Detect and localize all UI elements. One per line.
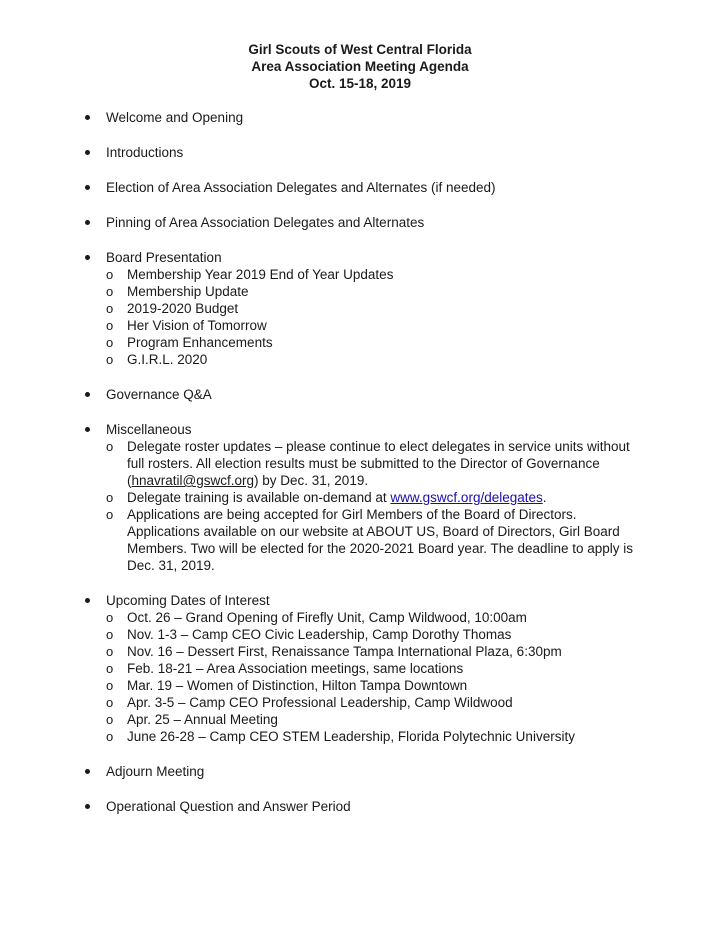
list-item: [106, 489, 637, 506]
circle-bullet-icon: o: [106, 661, 114, 676]
sub-item-label: Her Vision of Tomorrow: [127, 318, 267, 333]
sub-item-label: Apr. 3-5 – Camp CEO Professional Leadership, Camp Wildwood: [127, 695, 513, 710]
list-item: [106, 728, 637, 745]
sub-item-label: Membership Year 2019 End of Year Updates: [127, 267, 394, 282]
bullet-icon: [85, 804, 90, 809]
list-item: [106, 283, 637, 300]
bullet-icon: [85, 392, 90, 397]
agenda-item-label: Pinning of Area Association Delegates and Alternates: [106, 215, 425, 230]
agenda-item-board-presentation: [0, 249, 720, 368]
agenda-item-miscellaneous: [0, 421, 720, 574]
document-title: Area Association Meeting Agenda: [251, 59, 469, 74]
sub-item-label: Nov. 16 – Dessert First, Renaissance Tampa International Plaza, 6:30pm: [127, 644, 562, 659]
board-sublist: [106, 266, 720, 368]
circle-bullet-icon: o: [106, 610, 114, 625]
agenda-item-adjourn: [0, 763, 720, 780]
circle-bullet-icon: o: [106, 644, 114, 659]
list-item: [106, 334, 637, 351]
training-text-end: .: [542, 490, 547, 505]
org-name: Girl Scouts of West Central Florida: [248, 42, 472, 57]
roster-text-end: ) by Dec. 31, 2019.: [254, 473, 369, 488]
training-text: Delegate training is available on-demand at: [127, 490, 391, 505]
circle-bullet-icon: o: [106, 301, 114, 316]
agenda-item-label: Board Presentation: [106, 250, 222, 265]
list-item: [106, 711, 637, 728]
agenda-item-introductions: [0, 144, 720, 161]
list-item: [106, 300, 637, 317]
circle-bullet-icon: o: [106, 352, 114, 367]
agenda-item-label: Upcoming Dates of Interest: [106, 593, 270, 608]
upcoming-sublist: [106, 609, 720, 745]
list-item: [106, 660, 637, 677]
sub-item-label: Apr. 25 – Annual Meeting: [127, 712, 278, 727]
agenda-item-label: Election of Area Association Delegates and Alternates (if needed): [106, 180, 496, 195]
roster-text: Delegate roster updates – please continue to elect delegates in service units without full rosters. All election results must be submitted to the Director of Governance (: [127, 439, 630, 488]
circle-bullet-icon: o: [106, 695, 114, 710]
sub-item-label: Membership Update: [127, 284, 249, 299]
meeting-dates: Oct. 15-18, 2019: [308, 76, 412, 91]
sub-item-label: Program Enhancements: [127, 335, 273, 350]
bullet-icon: [85, 150, 90, 155]
agenda-item-operational-qa: [0, 798, 720, 815]
bullet-icon: [85, 185, 90, 190]
sub-item-label: Mar. 19 – Women of Distinction, Hilton Tampa Downtown: [127, 678, 468, 693]
agenda-item-pinning: [0, 214, 720, 231]
list-item: [106, 266, 637, 283]
list-item: [106, 643, 637, 660]
circle-bullet-icon: o: [106, 490, 114, 505]
list-item: [106, 609, 637, 626]
circle-bullet-icon: o: [106, 507, 114, 522]
circle-bullet-icon: o: [106, 284, 114, 299]
agenda-item-upcoming-dates: [0, 592, 720, 745]
delegates-link[interactable]: www.gswcf.org/delegates: [390, 490, 543, 505]
circle-bullet-icon: o: [106, 335, 114, 350]
sub-item-label: G.I.R.L. 2020: [127, 352, 208, 367]
sub-item-label: 2019-2020 Budget: [127, 301, 239, 316]
circle-bullet-icon: o: [106, 267, 114, 282]
applications-text: Applications are being accepted for Girl Members of the Board of Directors. Applications available on our website at ABOUT US, Board of Directors, Girl Board Members. Two will be elected for the 2020-2021 Board year. The deadline to apply is Dec. 31, 2019.: [127, 507, 634, 573]
sub-item-label: Feb. 18-21 – Area Association meetings, same locations: [127, 661, 464, 676]
agenda-item-label: Adjourn Meeting: [106, 764, 205, 779]
circle-bullet-icon: o: [106, 318, 114, 333]
list-item: [106, 677, 637, 694]
agenda-item-welcome: [0, 109, 720, 126]
agenda-item-election: [0, 179, 720, 196]
bullet-icon: [85, 220, 90, 225]
circle-bullet-icon: o: [106, 627, 114, 642]
agenda-item-label: Miscellaneous: [106, 422, 192, 437]
circle-bullet-icon: o: [106, 729, 114, 744]
list-item: [106, 694, 637, 711]
list-item: [106, 317, 637, 334]
bullet-icon: [85, 255, 90, 260]
agenda-item-label: Operational Question and Answer Period: [106, 799, 351, 814]
agenda-item-label: Welcome and Opening: [106, 110, 244, 125]
sub-item-label: Oct. 26 – Grand Opening of Firefly Unit, Camp Wildwood, 10:00am: [127, 610, 527, 625]
governance-email-link[interactable]: hnavratil@gswcf.org: [131, 473, 255, 488]
circle-bullet-icon: o: [106, 678, 114, 693]
list-item: [106, 351, 637, 368]
agenda-item-label: Governance Q&A: [106, 387, 212, 402]
sub-item-label: Nov. 1-3 – Camp CEO Civic Leadership, Camp Dorothy Thomas: [127, 627, 512, 642]
agenda-item-governance: [0, 386, 720, 403]
circle-bullet-icon: o: [106, 712, 114, 727]
bullet-icon: [85, 769, 90, 774]
agenda-item-label: Introductions: [106, 145, 184, 160]
bullet-icon: [85, 598, 90, 603]
circle-bullet-icon: o: [106, 439, 114, 454]
misc-sublist: [106, 438, 720, 574]
list-item: [106, 506, 637, 574]
bullet-icon: [85, 115, 90, 120]
agenda-list: [0, 109, 720, 815]
sub-item-label: June 26-28 – Camp CEO STEM Leadership, Florida Polytechnic University: [127, 729, 575, 744]
document-header: [0, 41, 720, 92]
bullet-icon: [85, 427, 90, 432]
list-item: [106, 626, 637, 643]
list-item: [106, 438, 637, 489]
